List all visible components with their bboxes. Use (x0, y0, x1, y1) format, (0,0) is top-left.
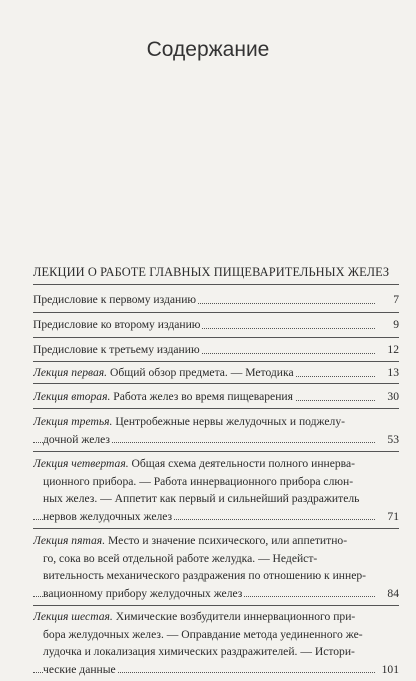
lecture-title-line: Общий обзор предмета. — Методика (110, 366, 294, 379)
entry-rule (33, 451, 399, 452)
toc-entry-preface-2[interactable] (33, 316, 399, 334)
entry-rule (33, 605, 399, 606)
toc-page-number: 71 (384, 508, 399, 526)
toc-entry-lecture-4[interactable] (33, 455, 399, 525)
toc-entry-lecture-2[interactable] (33, 388, 399, 406)
lecture-title-line: Центробежные нервы желудочных и поджелу- (115, 415, 345, 428)
toc-entry-lecture-6[interactable] (33, 608, 399, 678)
lecture-label: Лекция вторая. (33, 390, 111, 403)
entry-rule (33, 528, 399, 529)
lecture-title-line: ционного прибора. — Работа иннервационного прибора слюн- (43, 474, 354, 488)
toc-page-number: 13 (384, 364, 399, 382)
entry-rule (33, 312, 399, 313)
toc-entry-text: Предисловие ко второму изданию (33, 318, 201, 331)
lecture-title-line: нервов желудочных желез (43, 509, 173, 523)
toc-page-number: 84 (384, 585, 399, 603)
toc-page-number: 12 (384, 341, 399, 359)
lecture-title-line: бора желудочных желез. — Оправдание метода уединенного же- (43, 627, 363, 641)
toc-page-number: 101 (379, 661, 399, 679)
toc-entry-text: Предисловие к третьему изданию (33, 343, 200, 356)
lecture-title-line: вационному прибору желудочных желез (43, 586, 243, 600)
toc-entry-lecture-1[interactable] (33, 364, 399, 382)
lecture-title-line: ческие данные (43, 662, 116, 676)
lecture-title-line: Общая схема деятельности полного иннерва- (131, 457, 356, 470)
lecture-title-line: дочной желез (43, 432, 110, 446)
lecture-title-line: вительность механического раздражения по отношению к иннер- (43, 569, 366, 583)
entry-rule (33, 337, 399, 338)
toc-page-number: 9 (390, 316, 399, 334)
entry-rule (33, 383, 399, 384)
toc-entry-lecture-5[interactable] (33, 532, 399, 602)
lecture-title-line: го, сока во всей отдельной работе желудка. — Недейст- (43, 551, 318, 565)
toc-page-number: 53 (384, 431, 399, 449)
toc-page-number: 30 (384, 388, 399, 406)
lecture-label: Лекция третья. (33, 415, 113, 428)
lecture-title-line: лудочка и локализация химических раздражителей. — Истори- (43, 645, 355, 659)
toc-entry-preface-3[interactable] (33, 341, 399, 359)
section-title: ЛЕКЦИИ О РАБОТЕ ГЛАВНЫХ ПИЩЕВАРИТЕЛЬНЫХ ЖЕЛЕЗ (33, 265, 390, 279)
toc-entry-lecture-3[interactable] (33, 413, 399, 448)
lecture-label: Лекция пятая. (33, 534, 106, 547)
lecture-title-line: Химические возбудители иннервационного при- (115, 610, 356, 623)
lecture-title-line: Место и значение психического, или аппетитно- (108, 534, 348, 547)
lecture-title-line: Работа желез во время пищеварения (113, 390, 293, 403)
lecture-title-line: ных желез. — Аппетит как первый и сильнейший раздражитель (43, 492, 360, 506)
toc-entry-text: Предисловие к первому изданию (33, 293, 197, 306)
lecture-label: Лекция первая. (33, 366, 108, 379)
toc-page-number: 7 (390, 291, 399, 309)
lecture-label: Лекция четвертая. (33, 457, 129, 470)
entry-rule (33, 361, 399, 362)
lecture-label: Лекция шестая. (33, 610, 113, 623)
section-rule (33, 284, 399, 285)
entry-rule (33, 408, 399, 409)
toc-entry-preface-1[interactable] (33, 291, 399, 309)
page-title: Содержание (146, 38, 270, 61)
